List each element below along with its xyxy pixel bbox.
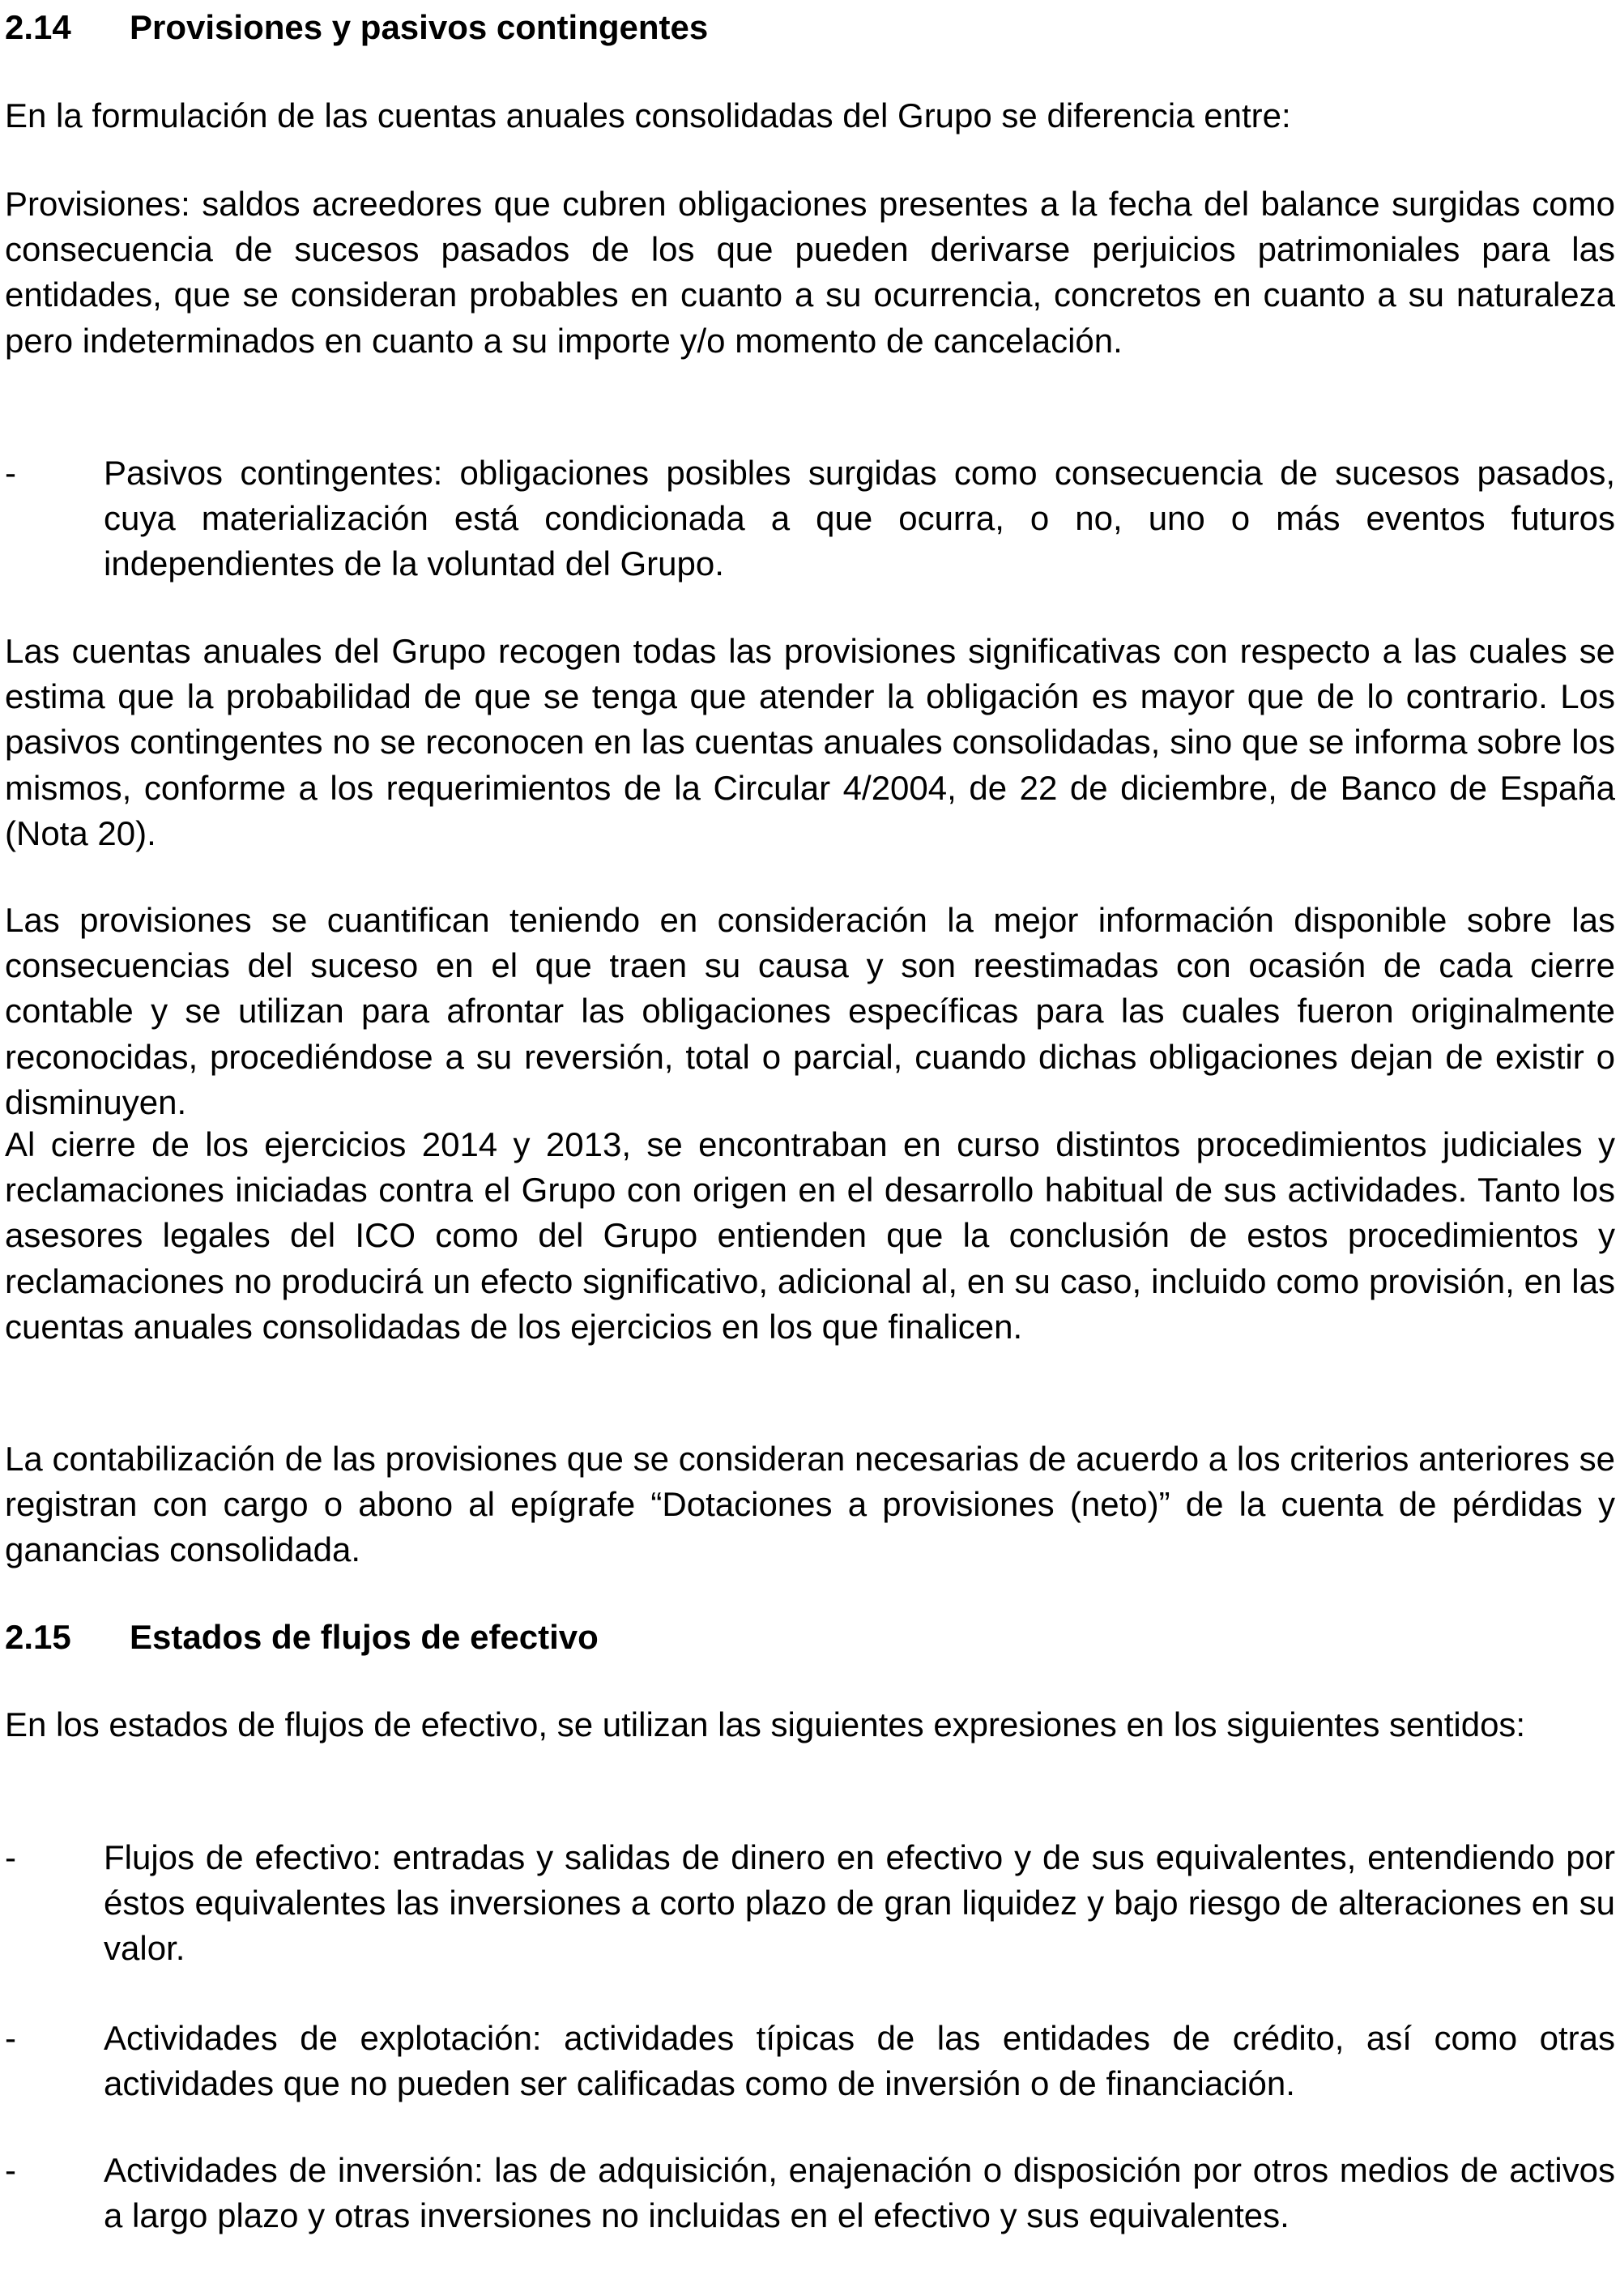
section-title: Estados de flujos de efectivo — [130, 1618, 599, 1656]
bullet-text: Pasivos contingentes: obligaciones posibles surgidas como consecuencia de sucesos pasados, cuya materialización está condicionada a que ocurra, o no, uno o más eventos futuros independientes de la voluntad del Grupo. — [104, 454, 1615, 583]
section-heading-2-15 — [5, 1615, 599, 1660]
bullet-dash: - — [5, 1838, 16, 1876]
section-heading-2-14 — [5, 5, 708, 50]
section-number: 2.14 — [5, 8, 71, 46]
bullet-text: Flujos de efectivo: entradas y salidas de dinero en efectivo y de sus equivalentes, entendiendo por éstos equivalentes las inversiones a corto plazo de gran liquidez y bajo riesgo de alteraciones en su valor. — [104, 1838, 1615, 1968]
paragraph-provisiones: Provisiones: saldos acreedores que cubren obligaciones presentes a la fecha del balance surgidas como consecuencia de sucesos pasados de los que pueden derivarse perjuicios patrimoniales para las entidades, que se consideran probables en cuanto a su ocurrencia, concretos en cuanto a su naturaleza pero indeterminados en cuanto a su importe y/o momento de cancelación. — [5, 185, 1615, 360]
paragraph-procedimientos: Al cierre de los ejercicios 2014 y 2013, se encontraban en curso distintos procedimientos judiciales y reclamaciones iniciadas contra el Grupo con origen en el desarrollo habitual de sus actividades. Tanto los asesores legales del ICO como del Grupo entienden que la conclusión de estos procedimientos y reclamaciones no producirá un efecto significativo, adicional al, en su caso, incluido como provisión, en las cuentas anuales consolidadas de los ejercicios en los que finalicen. — [5, 1125, 1615, 1346]
section-title: Provisiones y pasivos contingentes — [130, 8, 709, 46]
bullet-dash: - — [5, 454, 16, 492]
bullet-text: Actividades de explotación: actividades típicas de las entidades de crédito, así como otras actividades que no pueden ser calificadas como de inversión o de financiación. — [104, 2019, 1615, 2103]
paragraph-contabilizacion: La contabilización de las provisiones que se consideran necesarias de acuerdo a los criterios anteriores se registran con cargo o abono al epígrafe “Dotaciones a provisiones (neto)” de la cuenta de pérdidas y ganancias consolidada. — [5, 1440, 1615, 1569]
bullet-dash: - — [5, 2151, 16, 2189]
bullet-text: Actividades de inversión: las de adquisición, enajenación o disposición por otros medios de activos a largo plazo y otras inversiones no incluidas en el efectivo y sus equivalentes. — [104, 2151, 1615, 2235]
bullet-dash: - — [5, 2019, 16, 2057]
paragraph-intro: En la formulación de las cuentas anuales consolidadas del Grupo se diferencia entre: — [5, 96, 1291, 134]
paragraph-cuantificacion: Las provisiones se cuantifican teniendo en consideración la mejor información disponible sobre las consecuencias del suceso en el que traen su causa y son reestimadas con ocasión de cada cierre contable y se utilizan para afrontar las obligaciones específicas para las cuales fueron originalmente reconocidas, procediéndose a su reversión, total o parcial, cuando dichas obligaciones dejan de existir o disminuyen. — [5, 901, 1615, 1121]
section-number: 2.15 — [5, 1618, 71, 1656]
paragraph-estados-flujos: En los estados de flujos de efectivo, se utilizan las siguientes expresiones en los siguientes sentidos: — [5, 1705, 1526, 1743]
paragraph-cuentas-anuales: Las cuentas anuales del Grupo recogen todas las provisiones significativas con respecto a las cuales se estima que la probabilidad de que se tenga que atender la obligación es mayor que de lo contrario. Los pasivos contingentes no se reconocen en las cuentas anuales consolidadas, sino que se informa sobre los mismos, conforme a los requerimientos de la Circular 4/2004, de 22 de diciembre, de Banco de España (Nota 20). — [5, 632, 1615, 852]
